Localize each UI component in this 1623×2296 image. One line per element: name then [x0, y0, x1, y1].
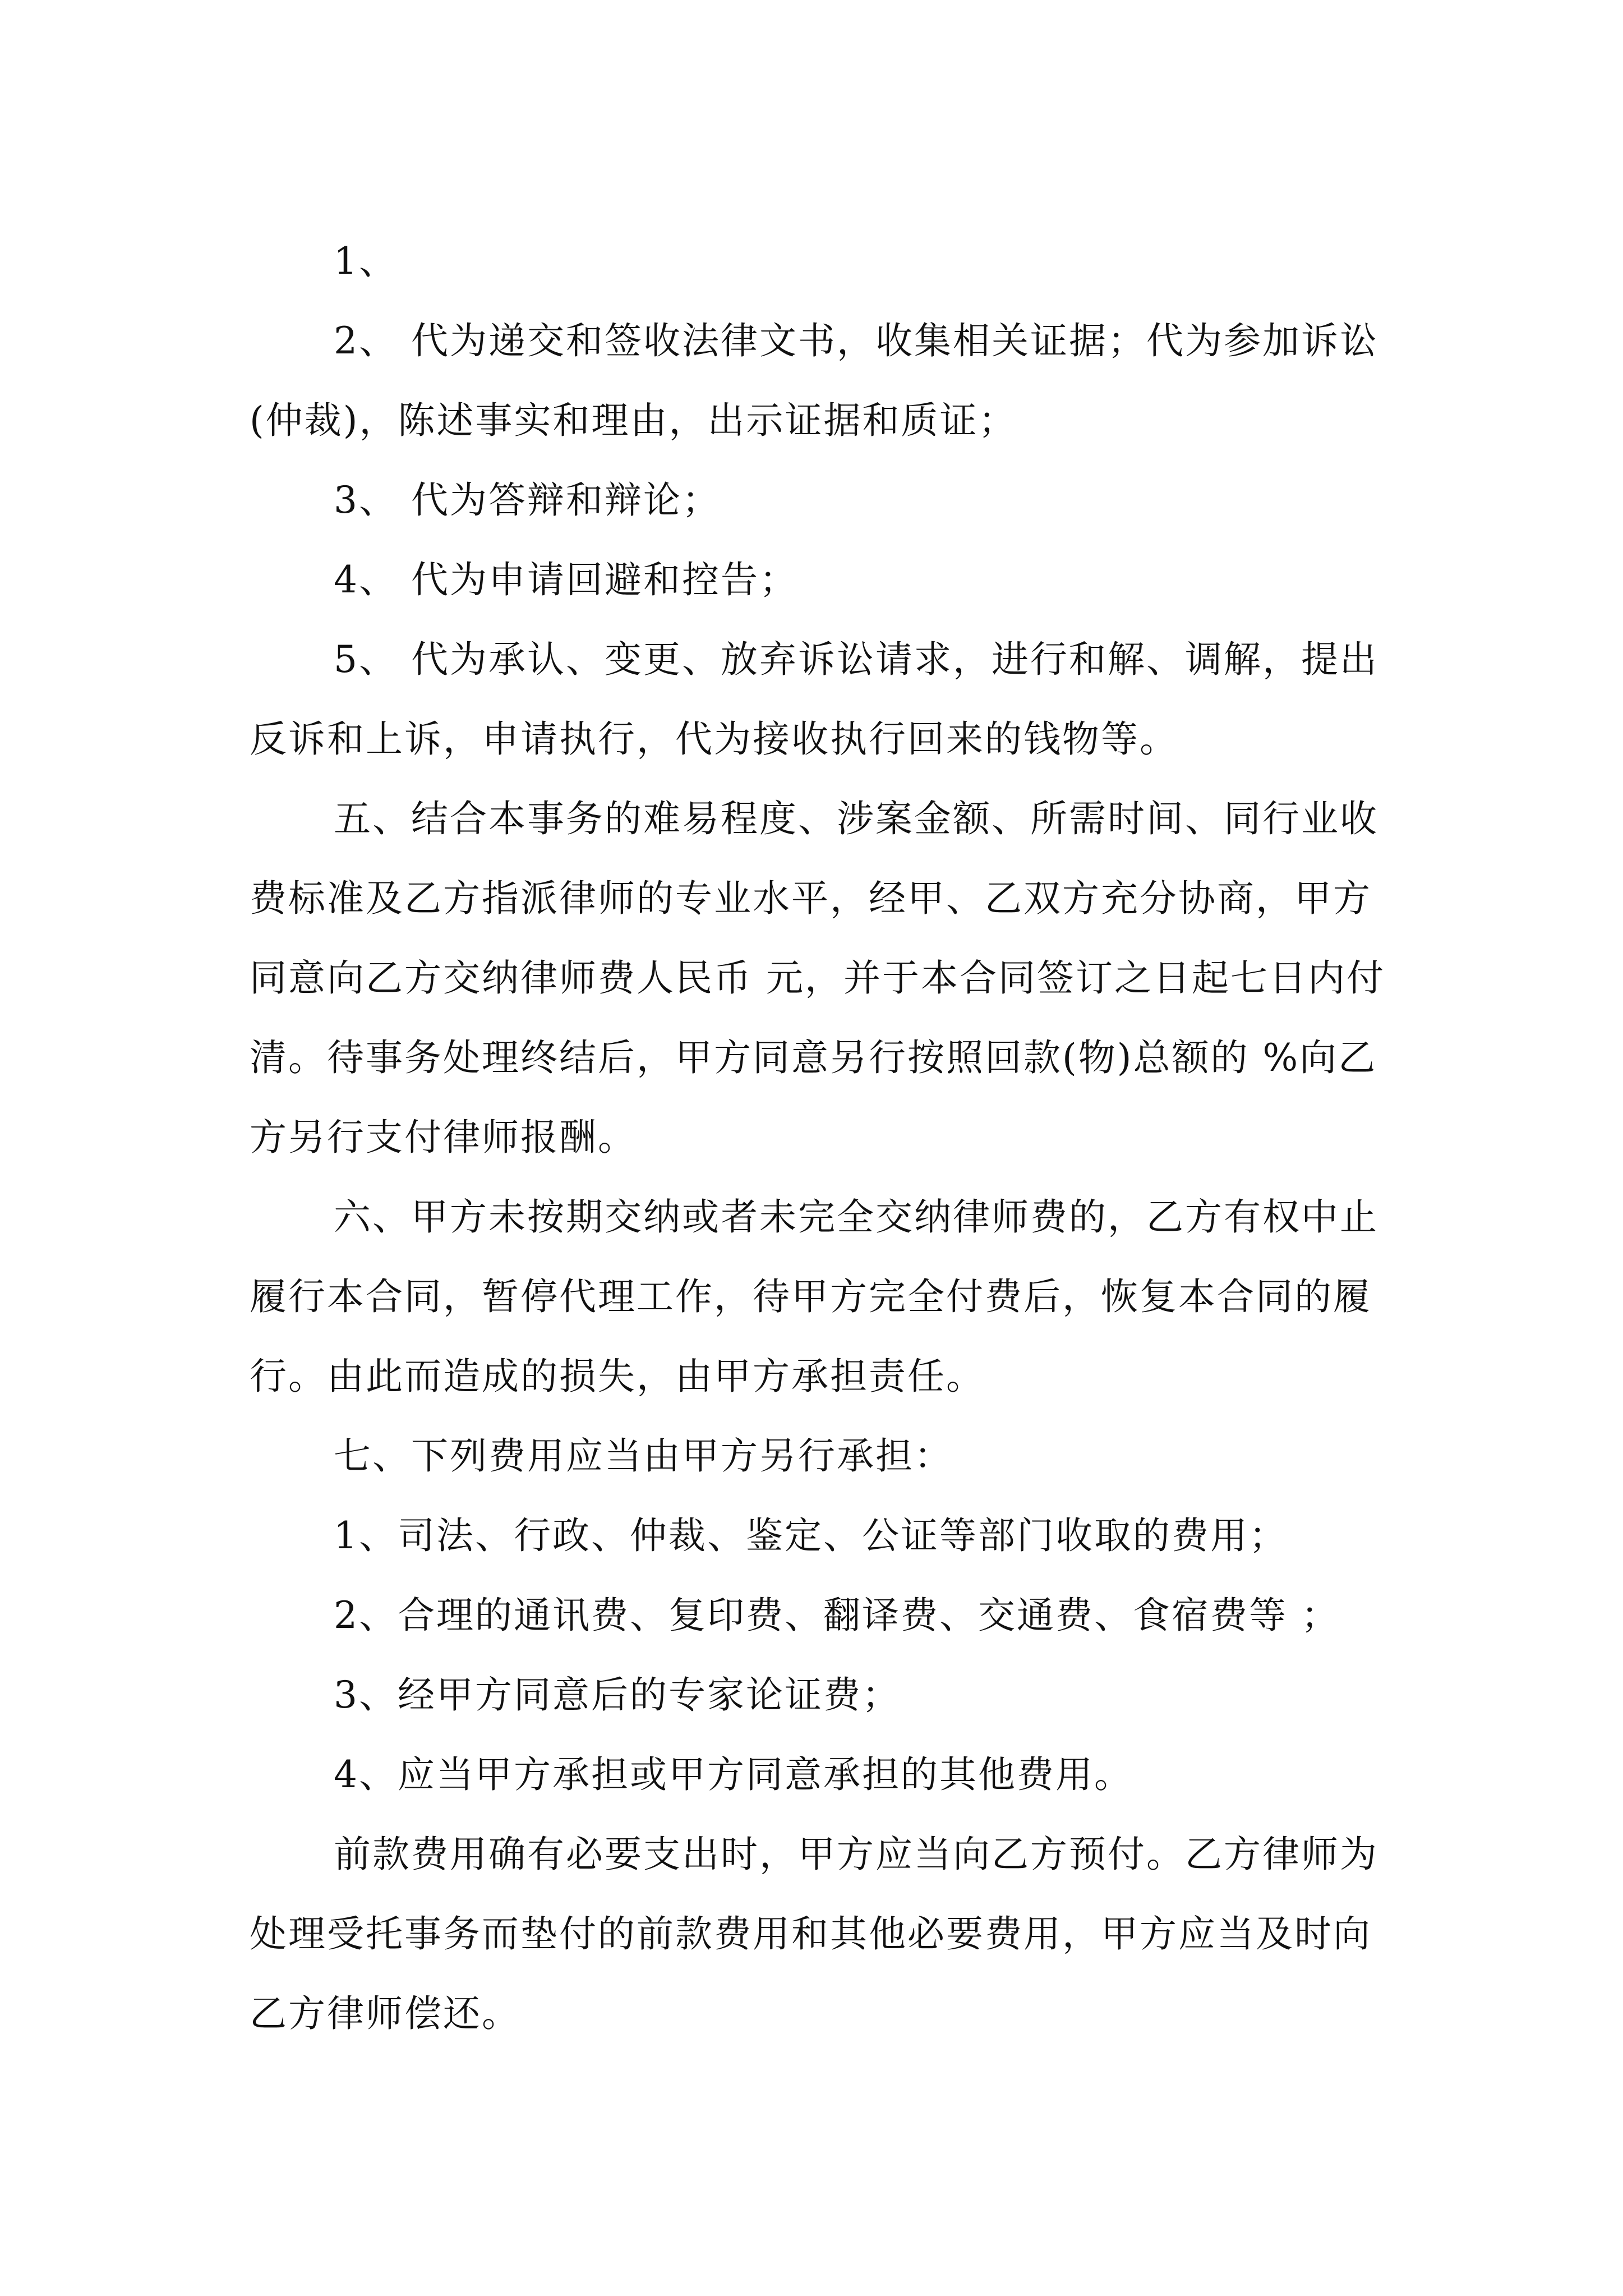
- paragraph-item-5: 5、 代为承认、变更、放弃诉讼请求，进行和解、调解，提出反诉和上诉，申请执行，代为接收执行回来的钱物等。: [250, 638, 1378, 761]
- paragraph-clause-7: 七、下列费用应当由甲方另行承担：: [334, 1434, 953, 1478]
- paragraph-item-4: 4、 代为申请回避和控告；: [334, 558, 798, 601]
- paragraph-fee-1: 1、司法、行政、仲裁、鉴定、公证等部门收取的费用；: [334, 1514, 1288, 1557]
- paragraph-item-3: 3、 代为答辩和辩论；: [334, 478, 721, 522]
- document-body: [250, 222, 1405, 2054]
- paragraph-fee-4: 4、应当甲方承担或甲方同意承担的其他费用。: [334, 1753, 1133, 1796]
- paragraph-prepayment: 前款费用确有必要支出时，甲方应当向乙方预付。乙方律师为处理受托事务而垫付的前款费用和其他必要费用，甲方应当及时向乙方律师偿还。: [250, 1833, 1378, 2035]
- paragraph-clause-5: 五、结合本事务的难易程度、涉案金额、所需时间、同行业收费标准及乙方指派律师的专业水平，经甲、乙双方充分协商，甲方同意向乙方交纳律师费人民币 元，并于本合同签订之日起七日内付清。待事务处理终结后，甲方同意另行按照回款(物)总额的 %向乙方另行支付律师报酬。: [250, 797, 1385, 1159]
- paragraph-item-2: 2、 代为递交和签收法律文书，收集相关证据；代为参加诉讼(仲裁)，陈述事实和理由，出示证据和质证；: [250, 319, 1378, 442]
- paragraph-fee-3: 3、经甲方同意后的专家论证费；: [334, 1673, 901, 1717]
- paragraph-item-1: 1、: [334, 240, 398, 283]
- paragraph-clause-6: 六、甲方未按期交纳或者未完全交纳律师费的，乙方有权中止履行本合同，暂停代理工作，待甲方完全付费后，恢复本合同的履行。由此而造成的损失，由甲方承担责任。: [250, 1195, 1378, 1398]
- paragraph-fee-2: 2、合理的通讯费、复印费、翻译费、交通费、食宿费等 ；: [334, 1594, 1340, 1637]
